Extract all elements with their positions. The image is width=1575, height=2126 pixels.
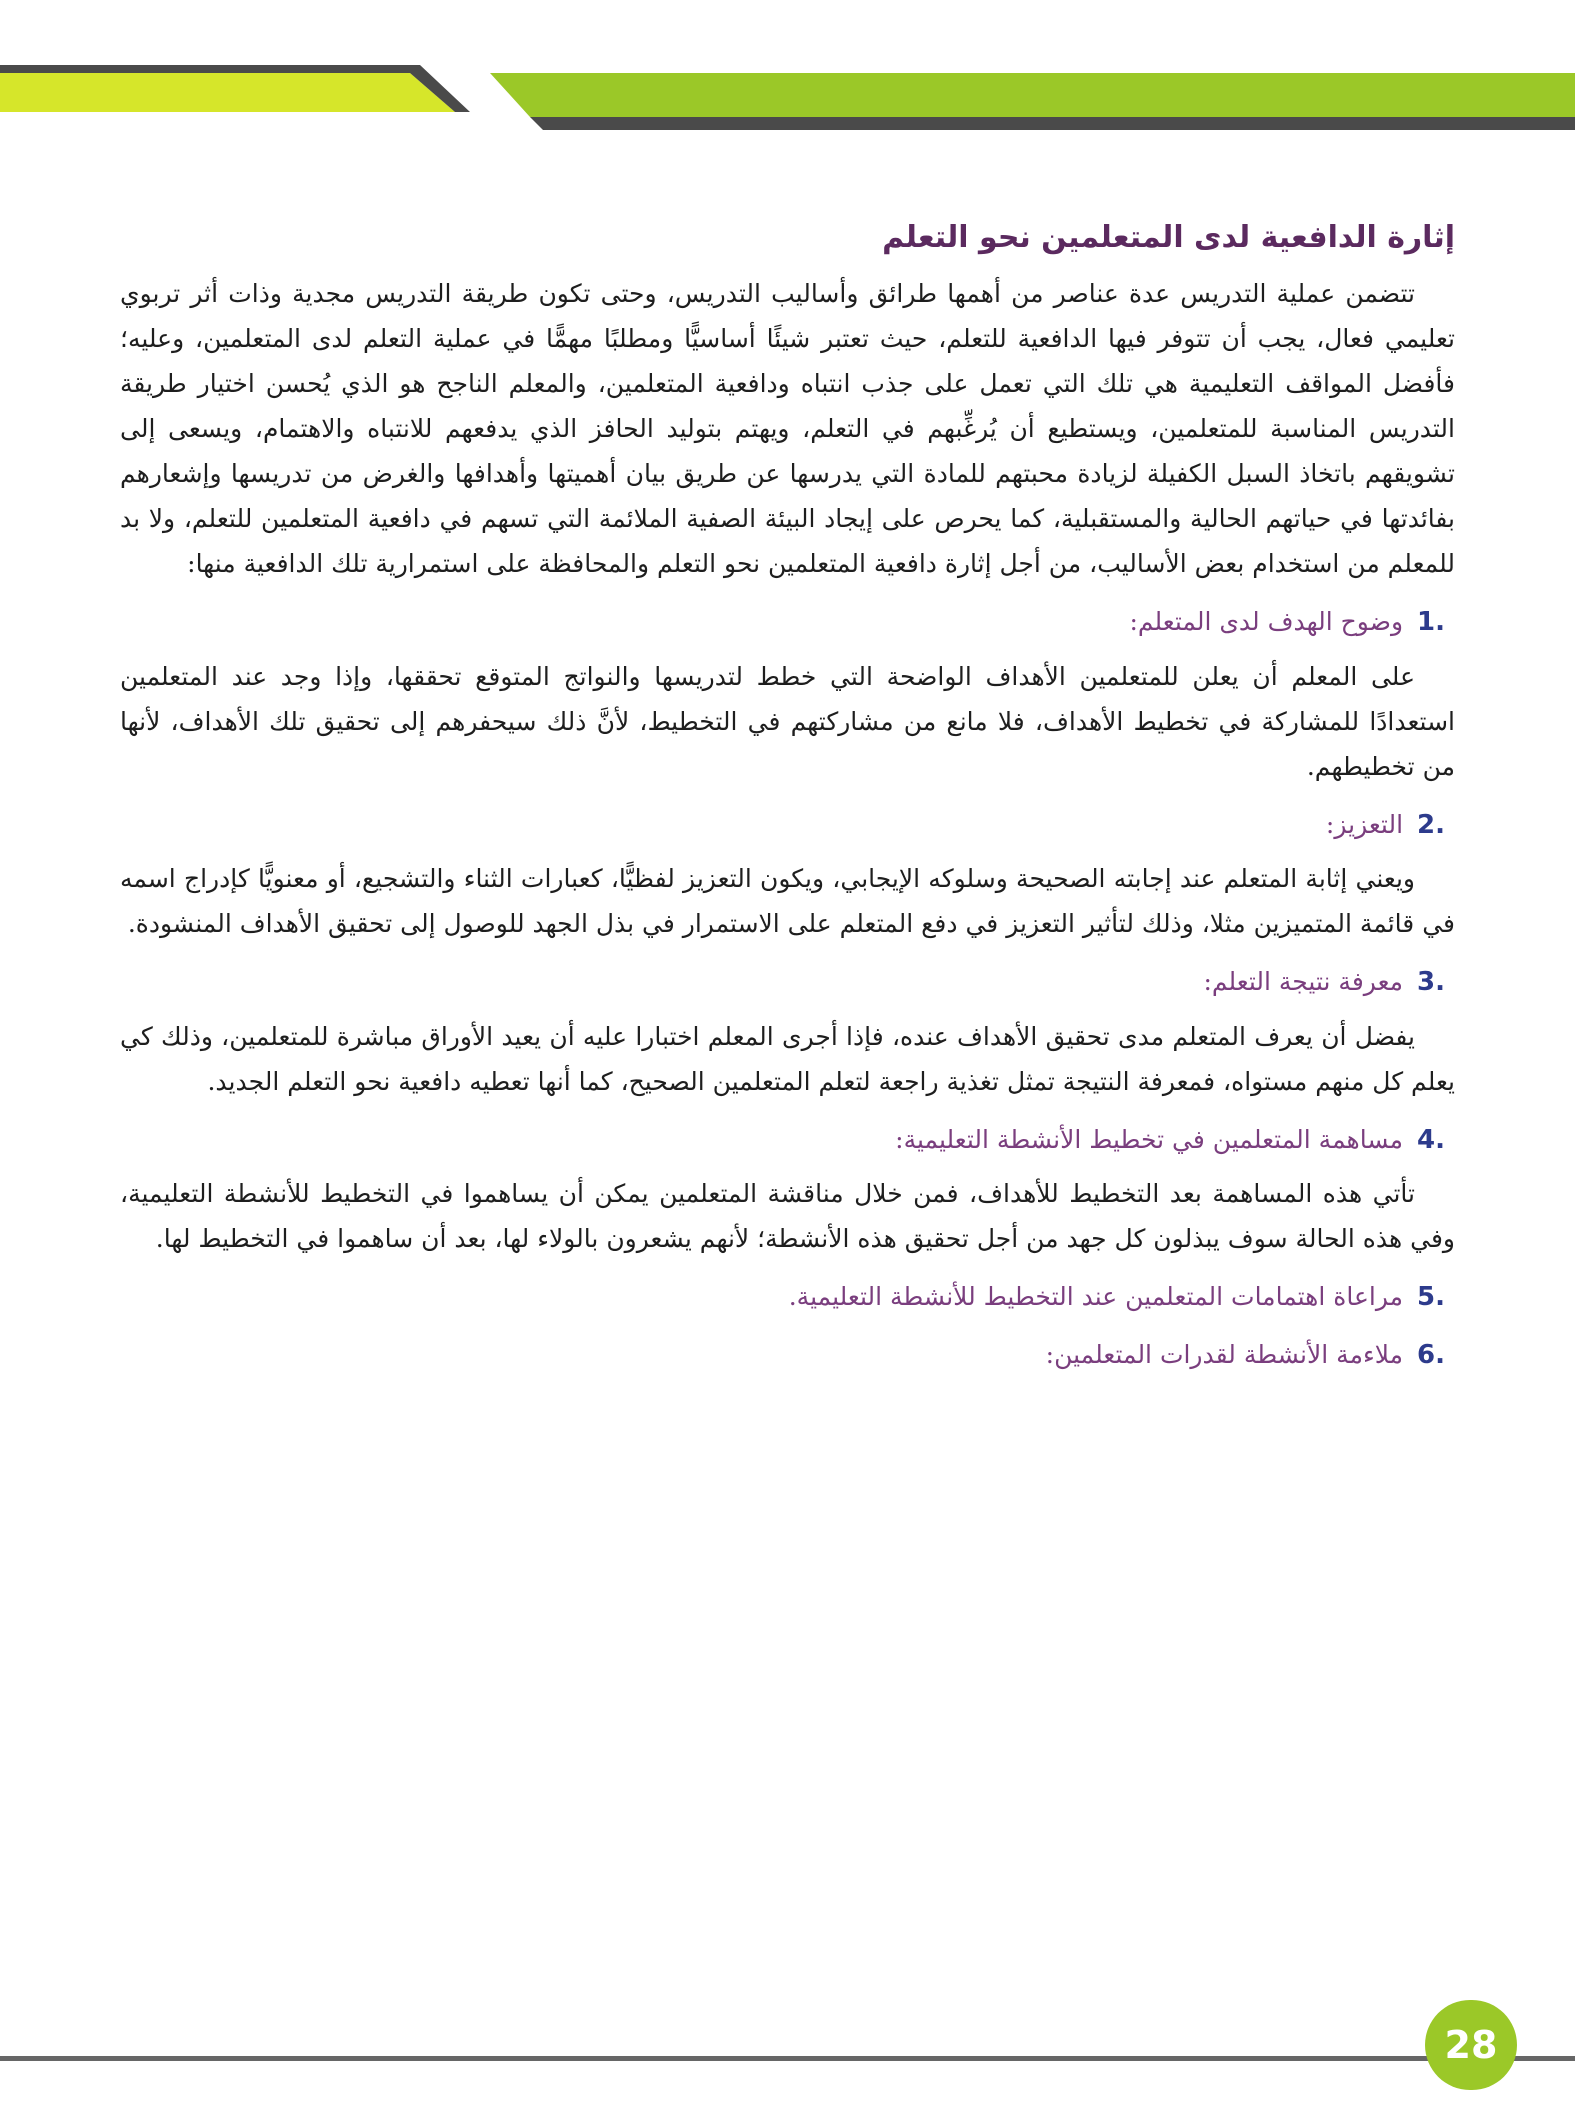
item-title: ملاءمة الأنشطة لقدرات المتعلمين: [1045,1339,1404,1369]
list-item [120,962,1455,1104]
list-item [120,602,1455,789]
list-item [120,1120,1455,1262]
item-number: 1. [1417,607,1445,637]
section-title: إثارة الدافعية لدى المتعلمين نحو التعلم [882,220,1455,255]
list-item [120,805,1455,947]
banner-gray-underline [530,117,1575,130]
item-heading [120,1120,1445,1162]
intro-paragraph: تتضمن عملية التدريس عدة عناصر من أهمها طرائق وأساليب التدريس، وحتى تكون طريقة التدريس مجدية وذات أثر تربوي تعليمي فعال، يجب أن تتوفر فيها الدافعية للتعلم، حيث تعتبر شيئًا أساسيًّا ومطلبًا مهمًّا في عملية التعلم لدى المتعلمين، وعليه؛ فأفضل المواقف التعليمية هي تلك التي تعمل على جذب انتباه ودافعية المتعلمين، والمعلم الناجح هو الذي يُحسن اختيار طريقة التدريس المناسبة للمتعلمين، ويستطيع أن يُرغِّبهم في التعلم، ويهتم بتوليد الحافز الذي يدفعهم للانتباه والاهتمام، ويسعى إلى تشويقهم باتخاذ السبل الكفيلة لزيادة محبتهم للمادة التي يدرسها عن طريق بيان أهميتها وأهدافها والغرض من تدريسها وإشعارهم بفائدتها في حياتهم الحالية والمستقبلية، كما يحرص على إيجاد البيئة الصفية الملائمة التي تسهم في دافعية المتعلمين للتعلم، ولا بد للمعلم من استخدام بعض الأساليب، من أجل إثارة دافعية المتعلمين نحو التعلم والمحافظة على استمرارية تلك الدافعية منها: [120,279,1455,578]
item-heading [120,602,1445,644]
top-banner [0,0,1575,140]
item-title: التعزيز: [1325,809,1404,839]
item-number: 3. [1417,967,1445,998]
item-body: يفضل أن يعرف المتعلم مدى تحقيق الأهداف عنده، فإذا أجرى المعلم اختبارا عليه أن يعيد الأوراق مباشرة للمتعلمين، وذلك كي يعلم كل منهم مستواه، فمعرفة النتيجة تمثل تغذية راجعة لتعلم المتعلمين الصحيح، كما أنها تعطيه دافعية نحو التعلم الجديد. [120,1021,1455,1096]
list-item [120,1277,1455,1319]
item-title: مساهمة المتعلمين في تخطيط الأنشطة التعليمية: [895,1124,1404,1154]
item-body: على المعلم أن يعلن للمتعلمين الأهداف الواضحة التي خطط لتدريسها والنواتج المتوقع تحققها، وإذا وجد عند المتعلمين استعدادًا للمشاركة في تخطيط الأهداف، فلا مانع من مشاركتهم في التخطيط، لأنَّ ذلك سيحفرهم إلى تحقيق تلك الأهداف، لأنها من تخطيطهم. [120,661,1455,781]
page-content [120,200,1455,1387]
page-number: 28 [1444,2023,1498,2067]
item-number: 4. [1417,1124,1445,1155]
item-title: مراعاة اهتمامات المتعلمين عند التخطيط للأنشطة التعليمية. [788,1282,1404,1312]
item-number: 5. [1417,1282,1445,1313]
item-title: معرفة نتيجة التعلم: [1203,967,1404,997]
page-number-badge [1425,2000,1517,2090]
item-heading [120,805,1445,847]
item-body: تأتي هذه المساهمة بعد التخطيط للأهداف، فمن خلال مناقشة المتعلمين يمكن أن يساهموا في التخطيط للأنشطة التعليمية، وفي هذه الحالة سوف يبذلون كل جهد من أجل تحقيق هذه الأنشطة؛ لأنهم يشعرون بالولاء لها، بعد أن ساهموا في التخطيط لها. [120,1179,1455,1254]
item-number: 2. [1417,809,1445,840]
item-title: وضوح الهدف لدى المتعلم: [1129,607,1404,636]
banner-green-band [490,73,1575,117]
item-heading [120,962,1445,1004]
footer-rule [0,2056,1575,2061]
banner-yellow-band [0,73,455,112]
item-heading [120,1277,1445,1319]
list-item [120,1335,1455,1377]
item-heading [120,1335,1445,1377]
item-number: 6. [1417,1339,1445,1370]
item-body: ويعني إثابة المتعلم عند إجابته الصحيحة وسلوكه الإيجابي، ويكون التعزيز لفظيًّا، كعبارات الثناء والتشجيع، أو معنويًّا كإدراج اسمه في قائمة المتميزين مثلا، وذلك لتأثير التعزيز في دفع المتعلم على الاستمرار في بذل الجهد للوصول إلى تحقيق الأهداف المنشودة. [120,864,1455,939]
